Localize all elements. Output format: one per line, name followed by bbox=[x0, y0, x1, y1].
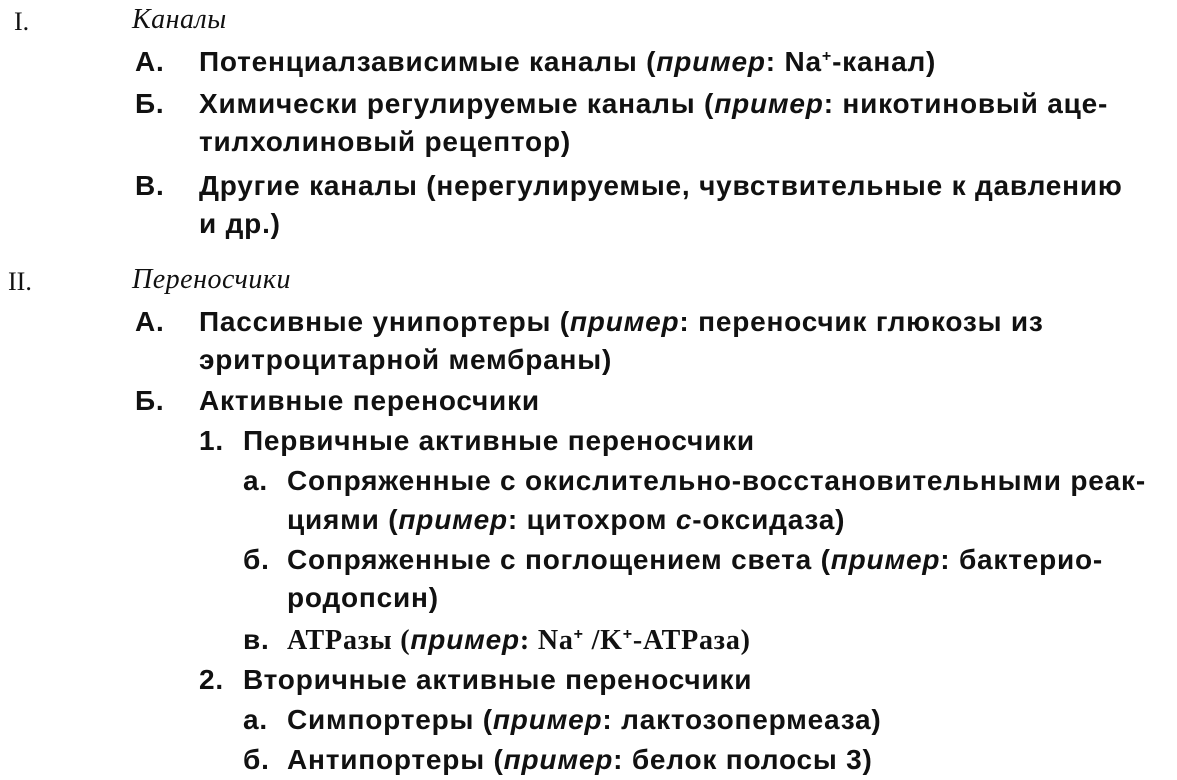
item-marker: в. bbox=[243, 624, 270, 655]
outline-subsubitem bbox=[243, 702, 882, 738]
item-text: Сопряженные с поглощением света ( bbox=[287, 544, 831, 575]
outline-subsubitem bbox=[243, 622, 751, 659]
outline-item bbox=[135, 168, 1123, 204]
item-text: /K bbox=[583, 625, 623, 656]
item-marker: 2. bbox=[199, 664, 224, 695]
item-text: Антипортеры ( bbox=[287, 744, 504, 775]
item-marker: А. bbox=[135, 46, 165, 77]
example-label: пример bbox=[398, 504, 508, 535]
item-text: -канал) bbox=[832, 46, 937, 77]
outline-subitem bbox=[199, 423, 755, 459]
outline-item bbox=[135, 383, 540, 419]
item-text: : бактерио- bbox=[940, 544, 1104, 575]
outline-item bbox=[135, 44, 936, 80]
item-marker: 1. bbox=[199, 425, 224, 456]
item-text: Первичные активные переносчики bbox=[243, 425, 755, 456]
item-continuation: родопсин) bbox=[287, 582, 439, 613]
example-label: пример bbox=[492, 704, 603, 735]
example-label: пример bbox=[714, 88, 824, 119]
item-text: Вторичные активные переносчики bbox=[243, 664, 753, 695]
item-continuation: тилхолиновый рецептор) bbox=[199, 126, 571, 157]
item-text: АТРазы ( bbox=[287, 625, 411, 656]
section-title: Каналы bbox=[132, 4, 227, 35]
item-continuation: эритроцитарной мембраны) bbox=[199, 344, 613, 375]
item-text: Симпортеры ( bbox=[287, 704, 493, 735]
section-numeral: I. bbox=[14, 7, 30, 36]
item-text: : лактозопермеаза) bbox=[602, 704, 882, 735]
item-text: : переносчик глюкозы из bbox=[679, 306, 1044, 337]
example-label: пример bbox=[503, 744, 614, 775]
outline-subsubitem bbox=[243, 742, 873, 778]
example-label: пример bbox=[830, 544, 941, 575]
item-text: с bbox=[675, 504, 693, 535]
item-continuation bbox=[287, 502, 845, 538]
item-text: Другие каналы (нерегулируемые, чувствительные к давлению bbox=[199, 170, 1123, 201]
item-marker: б. bbox=[243, 544, 270, 575]
item-text: : цитохром bbox=[507, 504, 676, 535]
outline-item bbox=[135, 86, 1165, 122]
item-marker: б. bbox=[243, 744, 270, 775]
item-text: Потенциалзависимые каналы ( bbox=[199, 46, 657, 77]
item-marker: а. bbox=[243, 465, 268, 496]
item-text: Сопряженные с окислительно-восстановительными реак- bbox=[287, 465, 1146, 496]
example-label: пример bbox=[410, 624, 520, 655]
section-title: Переносчики bbox=[132, 264, 291, 295]
outline-item bbox=[135, 304, 1044, 340]
item-text: -оксидаза) bbox=[692, 504, 846, 535]
example-label: пример bbox=[656, 46, 766, 77]
example-label: пример bbox=[569, 306, 680, 337]
item-text: : белок полосы 3) bbox=[613, 744, 873, 775]
section-numeral: II. bbox=[8, 267, 32, 296]
item-marker: Б. bbox=[135, 88, 165, 119]
superscript: + bbox=[622, 626, 633, 643]
superscript: + bbox=[573, 626, 584, 643]
item-continuation: и др.) bbox=[199, 208, 281, 239]
item-text: Химически регулируемые каналы ( bbox=[199, 88, 715, 119]
item-marker: а. bbox=[243, 704, 268, 735]
item-text: : Na bbox=[519, 625, 574, 656]
item-text: -АТРаза) bbox=[632, 625, 751, 656]
item-text: : Na bbox=[765, 46, 822, 77]
item-text: : никотиновый аце- bbox=[823, 88, 1109, 119]
item-marker: В. bbox=[135, 170, 165, 201]
superscript: + bbox=[821, 48, 833, 65]
item-text: циями ( bbox=[287, 504, 399, 535]
item-text: Активные переносчики bbox=[199, 385, 540, 416]
item-marker: А. bbox=[135, 306, 165, 337]
outline-subitem bbox=[199, 662, 752, 698]
item-marker: Б. bbox=[135, 385, 165, 416]
outline-subsubitem bbox=[243, 463, 1146, 499]
item-text: Пассивные унипортеры ( bbox=[199, 306, 570, 337]
outline-subsubitem bbox=[243, 542, 1103, 578]
